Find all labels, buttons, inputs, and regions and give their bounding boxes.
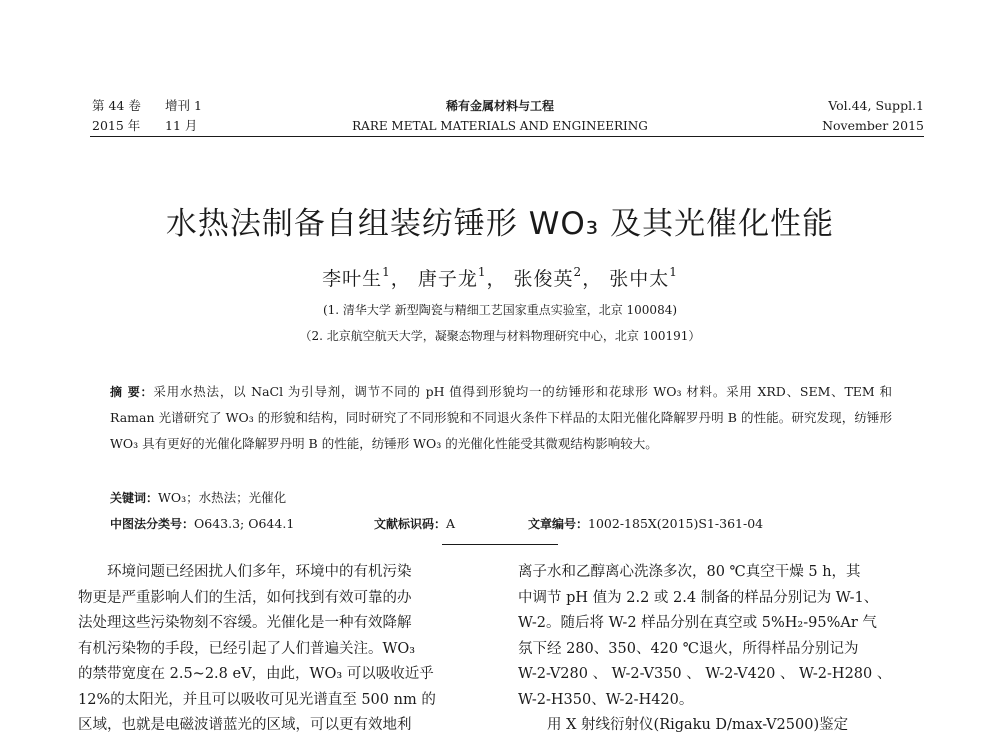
header-rule: [90, 136, 924, 137]
body-line: 用 X 射线衍射仪(Rigaku D/max-V2500)鉴定: [518, 717, 849, 733]
body-line: 的禁带宽度在 2.5~2.8 eV，由此，WO₃ 可以吸收近乎: [78, 666, 434, 682]
author-name: 李叶生: [322, 268, 383, 290]
keywords: [110, 488, 286, 506]
author-separator: ，: [390, 268, 411, 290]
keywords-text: WO₃；水热法；光催化: [158, 490, 287, 505]
body-column-right: [518, 560, 928, 739]
body-line: 法处理这些污染物刻不容缓。光催化是一种有效降解: [78, 615, 412, 631]
author-separator: ，: [486, 268, 507, 290]
author-affiliation-mark: 1: [382, 265, 391, 279]
body-line: W-2-H350、W-2-H420。: [518, 691, 694, 708]
body-line: W-2-V280 、 W-2-V350 、 W-2-V420 、 W-2-H280 、: [518, 666, 892, 682]
body-line: 区域，也就是电磁波谱蓝光的区域，可以更有效地利: [78, 717, 412, 733]
article-number: [528, 515, 763, 532]
month-cn: 11 月: [165, 118, 198, 133]
body-line: 有机污染物的手段，已经引起了人们普遍关注。WO₃: [78, 640, 416, 657]
body-line: 氛下经 280、350、420 ℃退火，所得样品分别记为: [518, 640, 859, 657]
author-affiliation-mark: 1: [477, 265, 487, 279]
article-number-label: 文章编号：: [528, 517, 589, 531]
body-line: 12%的太阳光，并且可以吸收可见光谱直至 500 nm 的: [78, 691, 436, 708]
article-number-value: 1002-185X(2015)S1-361-04: [588, 516, 764, 531]
author-affiliation-mark: 2: [573, 265, 583, 279]
body-line: 离子水和乙醇离心洗涤多次，80 ℃真空干燥 5 h，其: [518, 564, 861, 580]
clc-label: 中图法分类号：: [110, 517, 195, 531]
date-en: November 2015: [822, 118, 924, 133]
volume-en: Vol.44, Suppl.1: [828, 98, 924, 113]
affiliation-2: （2. 北京航空航天大学，凝聚态物理与材料物理研究中心，北京 100191）: [299, 329, 701, 343]
author-list: [0, 264, 1000, 291]
section-divider: [442, 544, 558, 545]
abstract-text: 采用水热法，以 NaCl 为引导剂，调节不同的 pH 值得到形貌均一的纺锤形和花球形 WO₃ 材料。采用 XRD、SEM、TEM 和 Raman 光谱研究了 WO₃ 的形貌和结构，同时研究了不同形貌和不同退火条件下样品的太阳光催化降解罗丹明 B 的性能。研究发现，纺锤形 WO₃ 具有更好的光催化降解罗丹明 B 的性能，纺锤形 WO₃ 的光催化性能受其微观结构影响较大。: [110, 384, 892, 451]
body-line: W-2。随后将 W-2 样品分别在真空或 5%H₂-95%Ar 气: [518, 615, 877, 631]
clc-number: [110, 515, 294, 532]
body-line: 物更是严重影响人们的生活，如何找到有效可靠的办: [78, 589, 412, 606]
abstract-label: 摘 要：: [110, 385, 154, 399]
supplement-cn: 增刊 1: [165, 98, 202, 113]
abstract: [110, 379, 892, 457]
body-column-left: [78, 560, 488, 739]
author-name: 唐子龙: [417, 268, 478, 290]
journal-name-en: RARE METAL MATERIALS AND ENGINEERING: [352, 119, 648, 133]
body-line: 环境问题已经困扰人们多年，环境中的有机污染: [78, 564, 412, 580]
volume-cn: 第 44 卷: [92, 98, 141, 113]
author-separator: ，: [582, 268, 603, 290]
journal-name-cn: 稀有金属材料与工程: [445, 99, 554, 113]
keywords-label: 关键词：: [110, 491, 159, 505]
author-name: 张中太: [609, 268, 670, 290]
body-line: 中调节 pH 值为 2.2 或 2.4 制备的样品分别记为 W-1、: [518, 589, 879, 606]
year-cn: 2015 年: [92, 118, 141, 133]
author-name: 张俊英: [513, 268, 574, 290]
document-code: [374, 515, 455, 532]
clc-value: O643.3; O644.1: [194, 516, 295, 531]
paper-title: 水热法制备自组装纺锤形 WO₃ 及其光催化性能: [165, 206, 835, 242]
affiliation-1: (1. 清华大学 新型陶瓷与精细工艺国家重点实验室，北京 100084): [322, 303, 678, 317]
author-affiliation-mark: 1: [669, 265, 678, 279]
document-code-label: 文献标识码：: [374, 517, 447, 531]
document-code-value: A: [446, 516, 456, 531]
